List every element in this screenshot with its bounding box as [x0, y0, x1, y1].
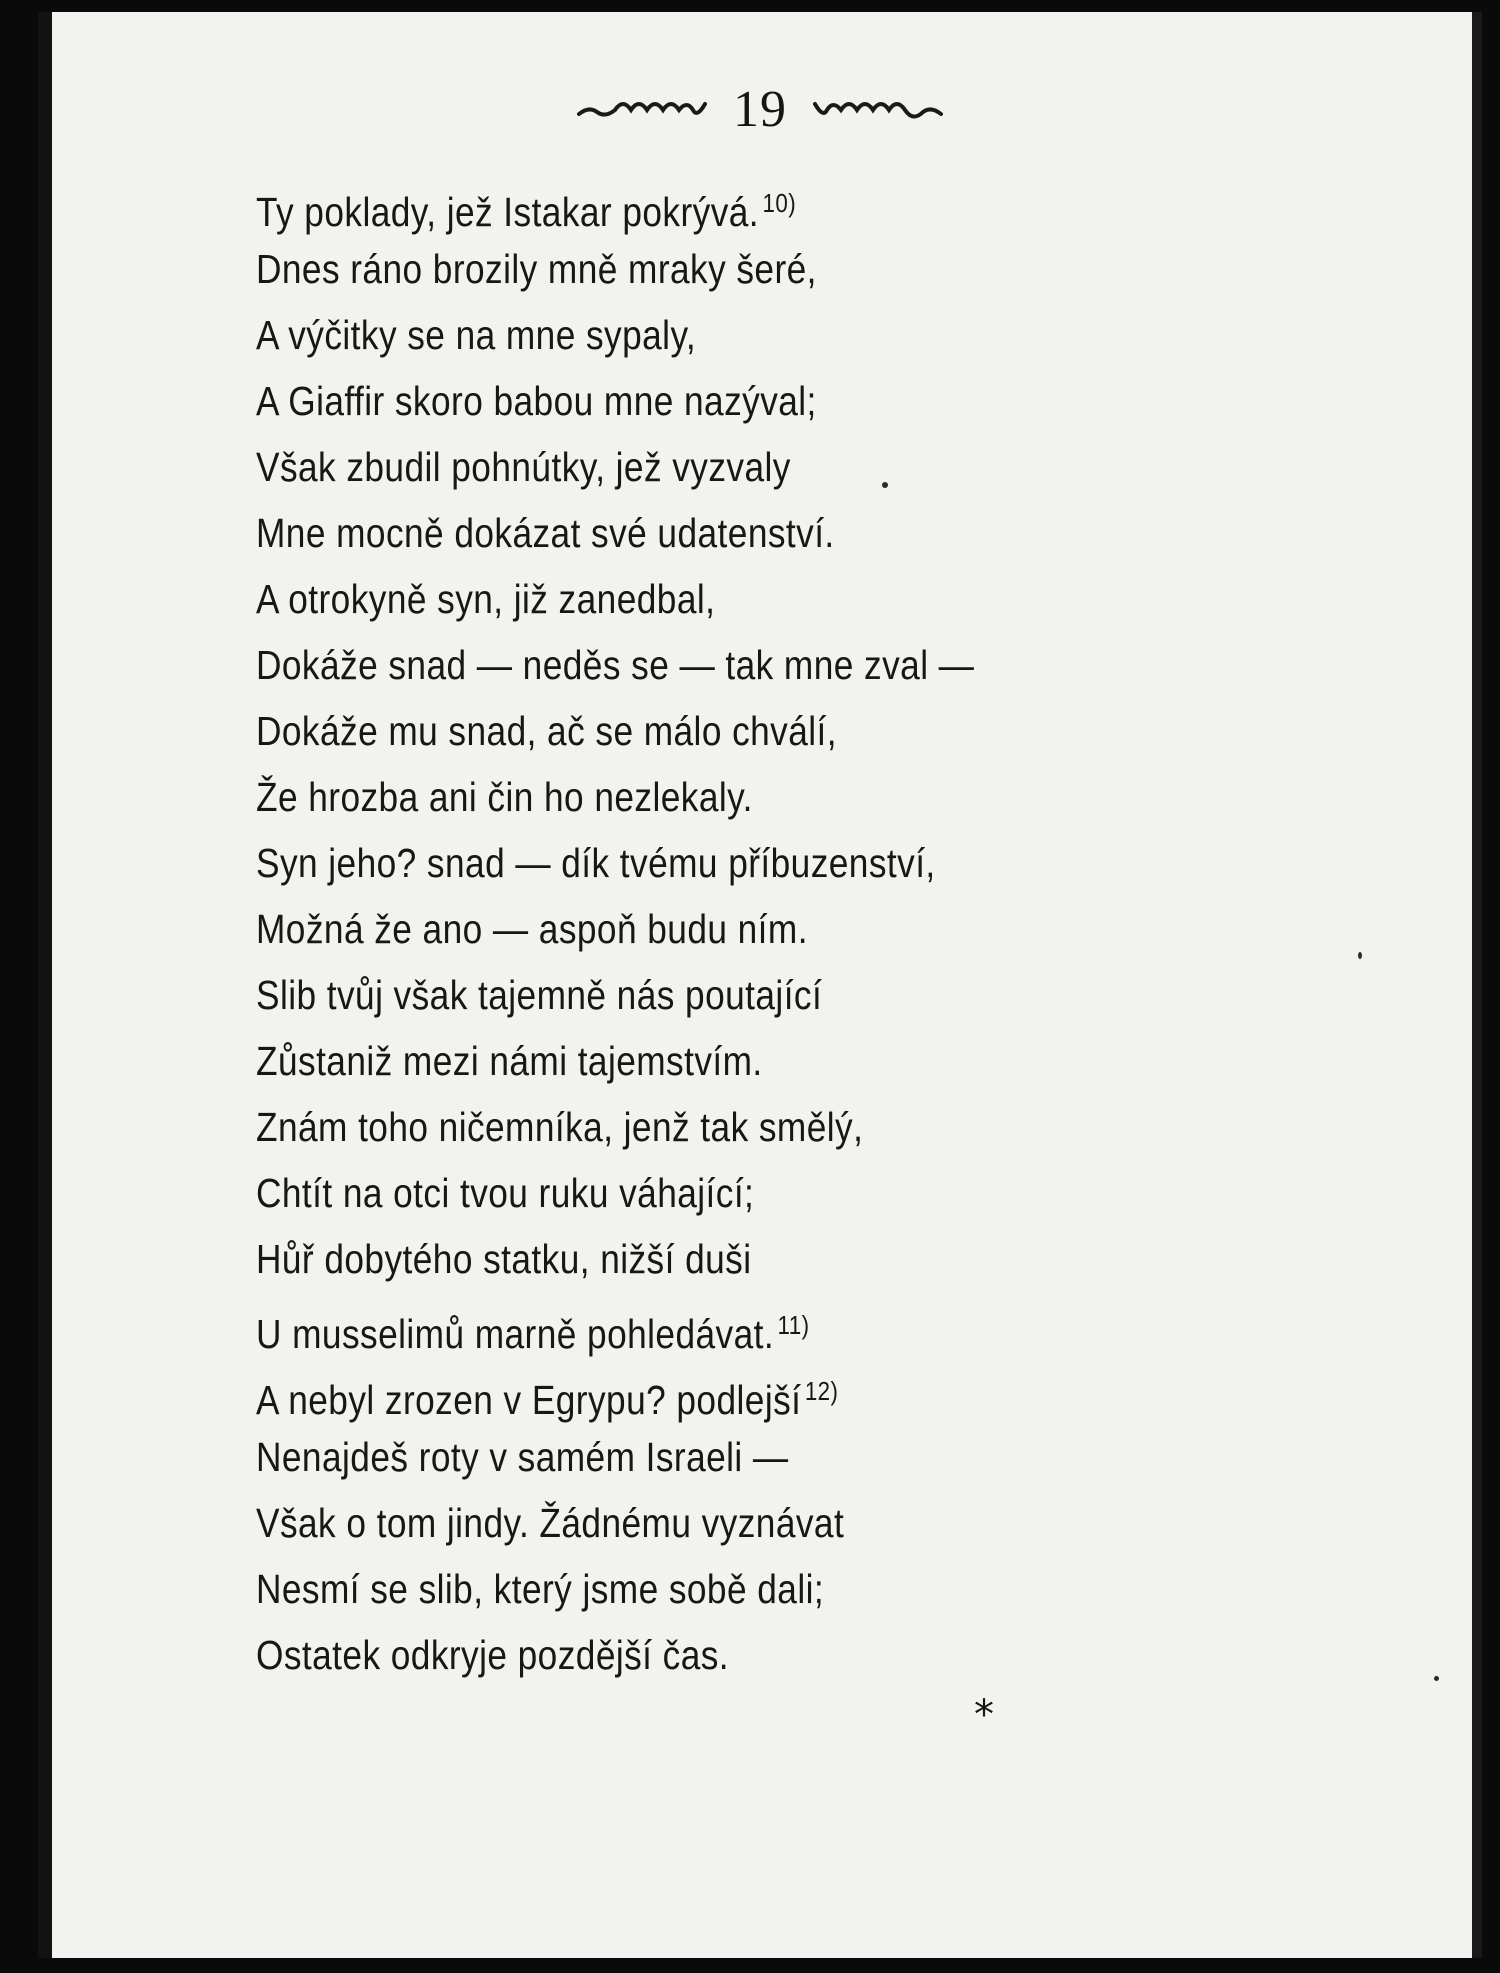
poem-line [256, 1160, 1116, 1226]
poem-line [256, 566, 1116, 632]
poem-line-text: Hůř dobytého statku, nižší duši [256, 1236, 752, 1282]
poem-line [256, 830, 1116, 896]
poem-line [256, 632, 1116, 698]
poem-line [256, 170, 1116, 236]
scan-speck [882, 482, 888, 488]
poem-line-text: Zůstaniž mezi námi tajemstvím. [256, 1038, 763, 1084]
poem-line [256, 236, 1116, 302]
poem-line-text: U musselimů marně pohledávat. [256, 1311, 775, 1357]
poem-line [256, 434, 1116, 500]
poem-text [256, 170, 1256, 1688]
poem-line-text: A výčitky se na mne sypaly, [256, 312, 697, 358]
poem-line-text: Ty poklady, jež Istakar pokrývá. [256, 189, 760, 235]
poem-line [256, 500, 1116, 566]
poem-line [256, 302, 1116, 368]
poem-line [256, 1622, 1116, 1688]
poem-line-text: A nebyl zrozen v Egrypu? podlejší [256, 1377, 802, 1423]
right-ornament-icon [813, 92, 943, 126]
poem-line-text: Však zbudil pohnútky, jež vyzvaly [256, 444, 791, 490]
poem-line-text: A Giaffir skoro babou mne nazýval; [256, 378, 817, 424]
poem-line [256, 1226, 1116, 1292]
poem-line-text: Syn jeho? snad — dík tvému příbuzenství, [256, 840, 936, 886]
page-number: 19 [733, 80, 787, 138]
poem-line-text: Slib tvůj však tajemně nás poutající [256, 972, 823, 1018]
scan-speck [1358, 952, 1362, 959]
poem-line [256, 698, 1116, 764]
page-header [38, 74, 1482, 144]
poem-line [256, 1094, 1116, 1160]
poem-line-text: Však o tom jindy. Žádnému vyznávat [256, 1500, 845, 1546]
poem-line-text: Dokáže mu snad, ač se málo chválí, [256, 708, 838, 754]
scan-speck [1434, 1676, 1439, 1681]
poem-line-text: Dokáže snad — neděs se — tak mne zval — [256, 642, 975, 688]
poem-line [256, 368, 1116, 434]
poem-line [256, 764, 1116, 830]
poem-line [256, 1028, 1116, 1094]
footnote-marker: 10) [762, 188, 797, 218]
poem-line-text: A otrokyně syn, již zanedbal, [256, 576, 716, 622]
poem-line-text: Chtít na otci tvou ruku váhající; [256, 1170, 755, 1216]
poem-line [256, 1358, 1116, 1424]
poem-line [256, 1424, 1116, 1490]
poem-line [256, 962, 1116, 1028]
page-left-edge [38, 12, 52, 1958]
footnote-marker: 11) [777, 1310, 810, 1340]
poem-line-text: Dnes ráno brozily mně mraky šeré, [256, 246, 817, 292]
page-right-edge [1472, 12, 1482, 1958]
poem-line-text: Nesmí se slib, který jsme sobě dali; [256, 1566, 825, 1612]
book-page [38, 12, 1482, 1958]
poem-line [256, 896, 1116, 962]
poem-line [256, 1490, 1116, 1556]
footnote-marker: 12) [804, 1376, 839, 1406]
poem-line-text: Že hrozba ani čin ho nezlekaly. [256, 774, 753, 820]
poem-line-text: Nenajdeš roty v samém Israeli — [256, 1434, 789, 1480]
poem-line-text: Znám toho ničemníka, jenž tak smělý, [256, 1104, 864, 1150]
poem-line [256, 1292, 1116, 1358]
poem-line [256, 1556, 1116, 1622]
left-ornament-icon [577, 92, 707, 126]
poem-line-text: Možná že ano — aspoň budu ním. [256, 906, 808, 952]
section-end-asterisk: * [974, 1692, 994, 1738]
poem-line-text: Ostatek odkryje pozdější čas. [256, 1632, 730, 1678]
poem-line-text: Mne mocně dokázat své udatenství. [256, 510, 835, 556]
